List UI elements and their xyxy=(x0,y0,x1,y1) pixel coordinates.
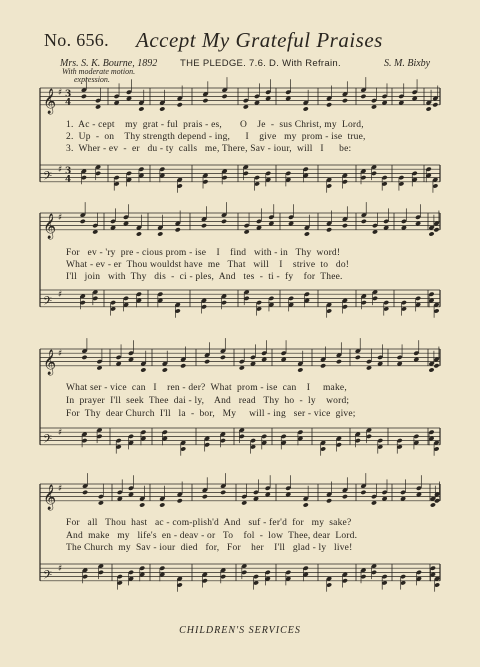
note-head xyxy=(139,502,145,507)
note-head xyxy=(336,359,342,364)
bass-clef: 𝄢 xyxy=(43,568,53,585)
sharp-key-signature: ♯ xyxy=(58,213,63,224)
words-author: Mrs. S. K. Bourne, 1892 xyxy=(60,58,158,69)
note-head xyxy=(360,94,366,99)
note-head xyxy=(138,106,144,111)
lyric-line: 2. Up - on Thy strength depend - ing, I give my prom - ise true, xyxy=(66,132,366,142)
note-head xyxy=(80,219,86,224)
note-head xyxy=(221,219,227,224)
sharp-key-signature: ♯ xyxy=(58,484,63,495)
note-head xyxy=(157,231,163,236)
note-head xyxy=(433,363,439,368)
note-head xyxy=(326,498,332,503)
treble-clef: 𝄞 xyxy=(43,213,57,239)
note-head xyxy=(304,231,310,236)
note-head xyxy=(303,106,309,111)
note-head xyxy=(82,490,88,495)
page-footer: CHILDREN'S SERVICES xyxy=(179,625,301,636)
hymn-title: Accept My Grateful Praises xyxy=(136,28,383,52)
note-head xyxy=(202,98,208,103)
treble-clef: 𝄞 xyxy=(43,484,57,510)
sharp-key-signature: ♯ xyxy=(58,290,63,301)
tempo-line-2: expression. xyxy=(74,75,110,84)
lyric-line: The Church my Sav - iour died for, For her I'll glad - ly live! xyxy=(66,543,353,553)
note-head xyxy=(159,502,165,507)
treble-clef: 𝄞 xyxy=(43,88,57,114)
note-head xyxy=(326,227,332,232)
lyric-line: For ev - 'ry pre - cious prom - ise I find with - in Thy word! xyxy=(66,248,341,258)
lyric-line: 1. Ac - cept my grat - ful prais - es, O Je - sus Christ, my Lord, xyxy=(66,120,364,130)
bass-clef: 𝄢 xyxy=(43,432,53,449)
note-head xyxy=(303,502,309,507)
note-head xyxy=(221,94,227,99)
note-head xyxy=(201,223,207,228)
note-head xyxy=(355,355,361,360)
time-signature: 3 xyxy=(65,166,72,177)
note-head xyxy=(180,363,186,368)
note-head xyxy=(342,494,348,499)
hymn-number: No. 656. xyxy=(44,30,109,50)
lyric-line: What ser - vice can I ren - der? What prom - ise can I make, xyxy=(66,383,347,393)
time-signature: 4 xyxy=(65,97,72,108)
note-head xyxy=(175,227,181,232)
bass-clef: 𝄢 xyxy=(43,294,53,311)
treble-clef: 𝄞 xyxy=(43,349,57,375)
note-head xyxy=(140,367,146,372)
lyric-line: And make my life's en - deav - or To fol - low Thee, dear Lord. xyxy=(66,531,358,541)
sharp-key-signature: ♯ xyxy=(58,88,63,99)
note-head xyxy=(432,102,438,107)
tune-info: THE PLEDGE. 7.6. D. With Refrain. xyxy=(180,58,341,69)
lyric-line: 3. Wher - ev - er du - ty calls me, There, Sav - iour, will I be: xyxy=(66,144,352,154)
note-head xyxy=(428,231,434,236)
note-head xyxy=(162,367,168,372)
note-head xyxy=(202,494,208,499)
note-head xyxy=(81,94,87,99)
sharp-key-signature: ♯ xyxy=(58,349,63,360)
note-head xyxy=(81,355,87,360)
note-head xyxy=(159,106,165,111)
note-head xyxy=(342,98,348,103)
note-head xyxy=(220,490,226,495)
note-head xyxy=(136,231,142,236)
note-head xyxy=(361,219,367,224)
music-composer: S. M. Bixby xyxy=(384,58,431,69)
bass-clef: 𝄢 xyxy=(43,169,53,186)
lyric-line: For all Thou hast ac - com-plish'd And suf - fer'd for my sake? xyxy=(66,518,352,528)
note-head xyxy=(220,355,226,360)
note-head xyxy=(326,102,332,107)
note-head xyxy=(204,359,210,364)
note-head xyxy=(360,490,366,495)
note-head xyxy=(428,367,434,372)
note-head xyxy=(342,223,348,228)
tempo-line-1: With moderate motion. xyxy=(62,67,136,76)
note-head xyxy=(320,363,326,368)
note-head xyxy=(430,502,436,507)
sharp-key-signature: ♯ xyxy=(58,165,63,176)
time-signature: 4 xyxy=(65,174,72,185)
note-head xyxy=(297,367,303,372)
note-head xyxy=(177,102,183,107)
note-head xyxy=(433,227,439,232)
lyric-line: For Thy dear Church I'll la - bor, My will - ing ser - vice give; xyxy=(66,409,356,419)
note-head xyxy=(177,498,183,503)
time-signature: 3 xyxy=(65,89,72,100)
lyric-line: I'll join with Thy dis - ci - ples, And tes - ti - fy for Thee. xyxy=(66,272,343,282)
lyric-line: In prayer I'll seek Thee dai - ly, And read Thy ho - ly word; xyxy=(66,396,350,406)
note-head xyxy=(426,106,432,111)
lyric-line: What - ev - er Thou wouldst have me That will I strive to do! xyxy=(66,260,350,270)
sharp-key-signature: ♯ xyxy=(58,564,63,575)
sharp-key-signature: ♯ xyxy=(58,428,63,439)
